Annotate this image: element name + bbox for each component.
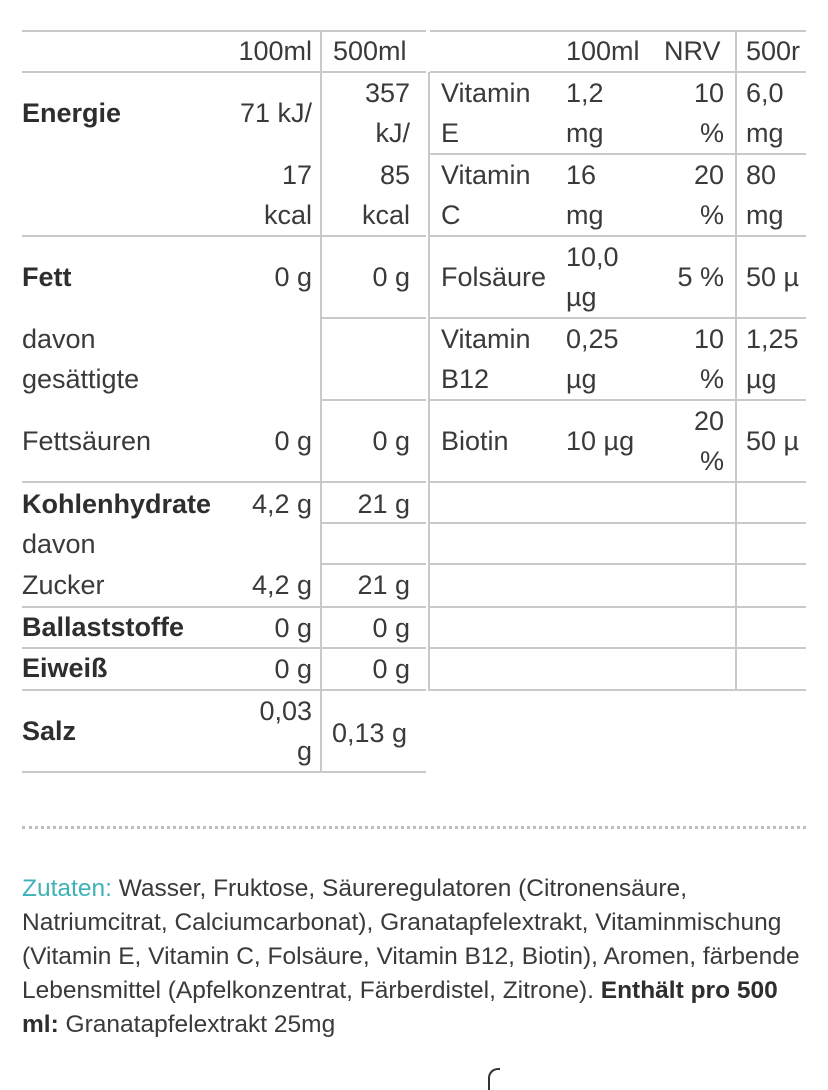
table-line <box>430 606 806 608</box>
row-label-vitamin-c-suffix: C <box>441 200 461 230</box>
row-label-davon: davon <box>22 324 96 354</box>
eiweiss-100: 0 g <box>274 654 312 684</box>
ballaststoffe-500: 0 g <box>372 613 410 643</box>
vitamin-c-500: 80 <box>746 160 777 190</box>
salz-100: 0,03 <box>259 696 312 726</box>
zucker-100: 4,2 g <box>251 570 312 600</box>
energie-kcal-500-unit: kcal <box>361 200 410 230</box>
energie-kj-500-unit: kJ/ <box>375 118 410 148</box>
vitamin-b12-100-unit: µg <box>566 364 597 394</box>
vitamin-c-nrv: 20 <box>693 160 724 190</box>
vitamin-e-500: 6,0 <box>746 78 784 108</box>
eiweiss-500: 0 g <box>372 654 410 684</box>
table-column-divider <box>428 72 430 691</box>
col-header-100ml: 100ml <box>238 36 312 66</box>
vitamin-e-500-unit: mg <box>746 118 784 148</box>
row-label-davon-zucker: davon <box>22 529 96 559</box>
vitamin-b12-500-unit: µg <box>746 364 777 394</box>
col-header-nrv: NRV <box>664 36 721 66</box>
vitamin-b12-nrv: 10 <box>693 324 724 354</box>
row-label-fettsaeuren: Fettsäuren <box>22 426 152 456</box>
row-label-vitamin-c: Vitamin <box>441 160 531 190</box>
folsaeure-500: 50 µ <box>746 262 800 292</box>
vitamin-c-500-unit: mg <box>746 200 784 230</box>
table-line <box>430 647 806 649</box>
ingredients-text <box>22 872 812 1042</box>
table-line <box>22 235 426 237</box>
energie-kj-500: 357 <box>364 78 410 108</box>
kohlenhydrate-500: 21 g <box>357 489 410 519</box>
table-line <box>430 399 806 401</box>
contains-label: Enthält pro 500 ml: <box>22 977 778 1038</box>
folsaeure-nrv: 5 % <box>677 262 724 292</box>
salz-500: 0,13 g <box>332 718 408 748</box>
biotin-nrv: 20 <box>693 406 724 436</box>
table-column-divider <box>735 30 737 691</box>
table-column-divider <box>320 30 322 773</box>
ingredients-label: Zutaten: <box>22 875 112 902</box>
vitamin-e-nrv: 10 <box>693 78 724 108</box>
row-label-biotin: Biotin <box>441 426 509 456</box>
biotin-100: 10 µg <box>566 426 635 456</box>
kohlenhydrate-100: 4,2 g <box>251 489 312 519</box>
row-label-eiweiss: Eiweiß <box>22 653 108 683</box>
row-label-fett: Fett <box>22 262 72 292</box>
table-line <box>430 481 806 483</box>
energie-kcal-100-unit: kcal <box>263 200 312 230</box>
folsaeure-100: 10,0 <box>566 242 619 272</box>
fett-500: 0 g <box>372 262 410 292</box>
row-label-salz: Salz <box>22 716 77 746</box>
vitamin-e-100-unit: mg <box>566 118 604 148</box>
row-label-folsaeure: Folsäure <box>441 262 547 292</box>
energie-kcal-500: 85 <box>379 160 410 190</box>
biotin-nrv-unit: % <box>699 446 724 476</box>
dotted-separator <box>22 826 806 829</box>
row-label-gesaettigte: gesättigte <box>22 364 140 394</box>
vitamin-c-nrv-unit: % <box>699 200 724 230</box>
col-header-500ml: 500ml <box>333 36 407 66</box>
table-line <box>22 771 426 773</box>
partial-glyph <box>488 1068 500 1090</box>
vitamin-b12-nrv-unit: % <box>699 364 724 394</box>
energie-kcal-100: 17 <box>281 160 312 190</box>
ingredients-list: Wasser, Fruktose, Säureregulatoren (Citronensäure, Natriumcitrat, Calciumcarbonat), Granatapfelextrakt, Vitaminmischung (Vitamin E, Vitamin C, Folsäure, Vitamin B12, Biotin), Aromen, färbende Lebensmittel (Apfelkonzentrat, Färberdistel, Zitrone). <box>22 875 800 1004</box>
table-line <box>430 689 806 691</box>
ballaststoffe-100: 0 g <box>274 613 312 643</box>
row-label-kohlenhydrate: Kohlenhydrate <box>22 489 212 519</box>
row-label-vitamin-e: Vitamin <box>441 78 531 108</box>
table-line <box>322 399 426 401</box>
table-line <box>430 563 806 565</box>
table-line <box>322 317 426 319</box>
vitamin-e-100: 1,2 <box>566 78 604 108</box>
row-label-energie: Energie <box>22 98 122 128</box>
fett-100: 0 g <box>274 262 312 292</box>
gesaettigt-500: 0 g <box>372 426 410 456</box>
table-line <box>430 522 806 524</box>
salz-100-unit: g <box>296 736 312 766</box>
row-label-vitamin-b12: Vitamin <box>441 324 531 354</box>
energie-kj-100: 71 kJ/ <box>239 98 312 128</box>
folsaeure-100-unit: µg <box>566 282 597 312</box>
col-header-500ml-right: 500r <box>746 36 801 66</box>
contains-value: Granatapfelextrakt 25mg <box>58 1011 336 1038</box>
vitamin-c-100: 16 <box>566 160 597 190</box>
vitamin-c-100-unit: mg <box>566 200 604 230</box>
biotin-500: 50 µ <box>746 426 800 456</box>
vitamin-b12-500: 1,25 <box>746 324 799 354</box>
row-label-zucker: Zucker <box>22 570 105 600</box>
col-header-100ml-right: 100ml <box>566 36 640 66</box>
table-line <box>22 481 426 483</box>
zucker-500: 21 g <box>357 570 410 600</box>
vitamin-e-nrv-unit: % <box>699 118 724 148</box>
row-label-ballaststoffe: Ballaststoffe <box>22 612 185 642</box>
vitamin-b12-100: 0,25 <box>566 324 619 354</box>
gesaettigt-100: 0 g <box>274 426 312 456</box>
row-label-vitamin-b12-suffix: B12 <box>441 364 490 394</box>
row-label-vitamin-e-suffix: E <box>441 118 460 148</box>
